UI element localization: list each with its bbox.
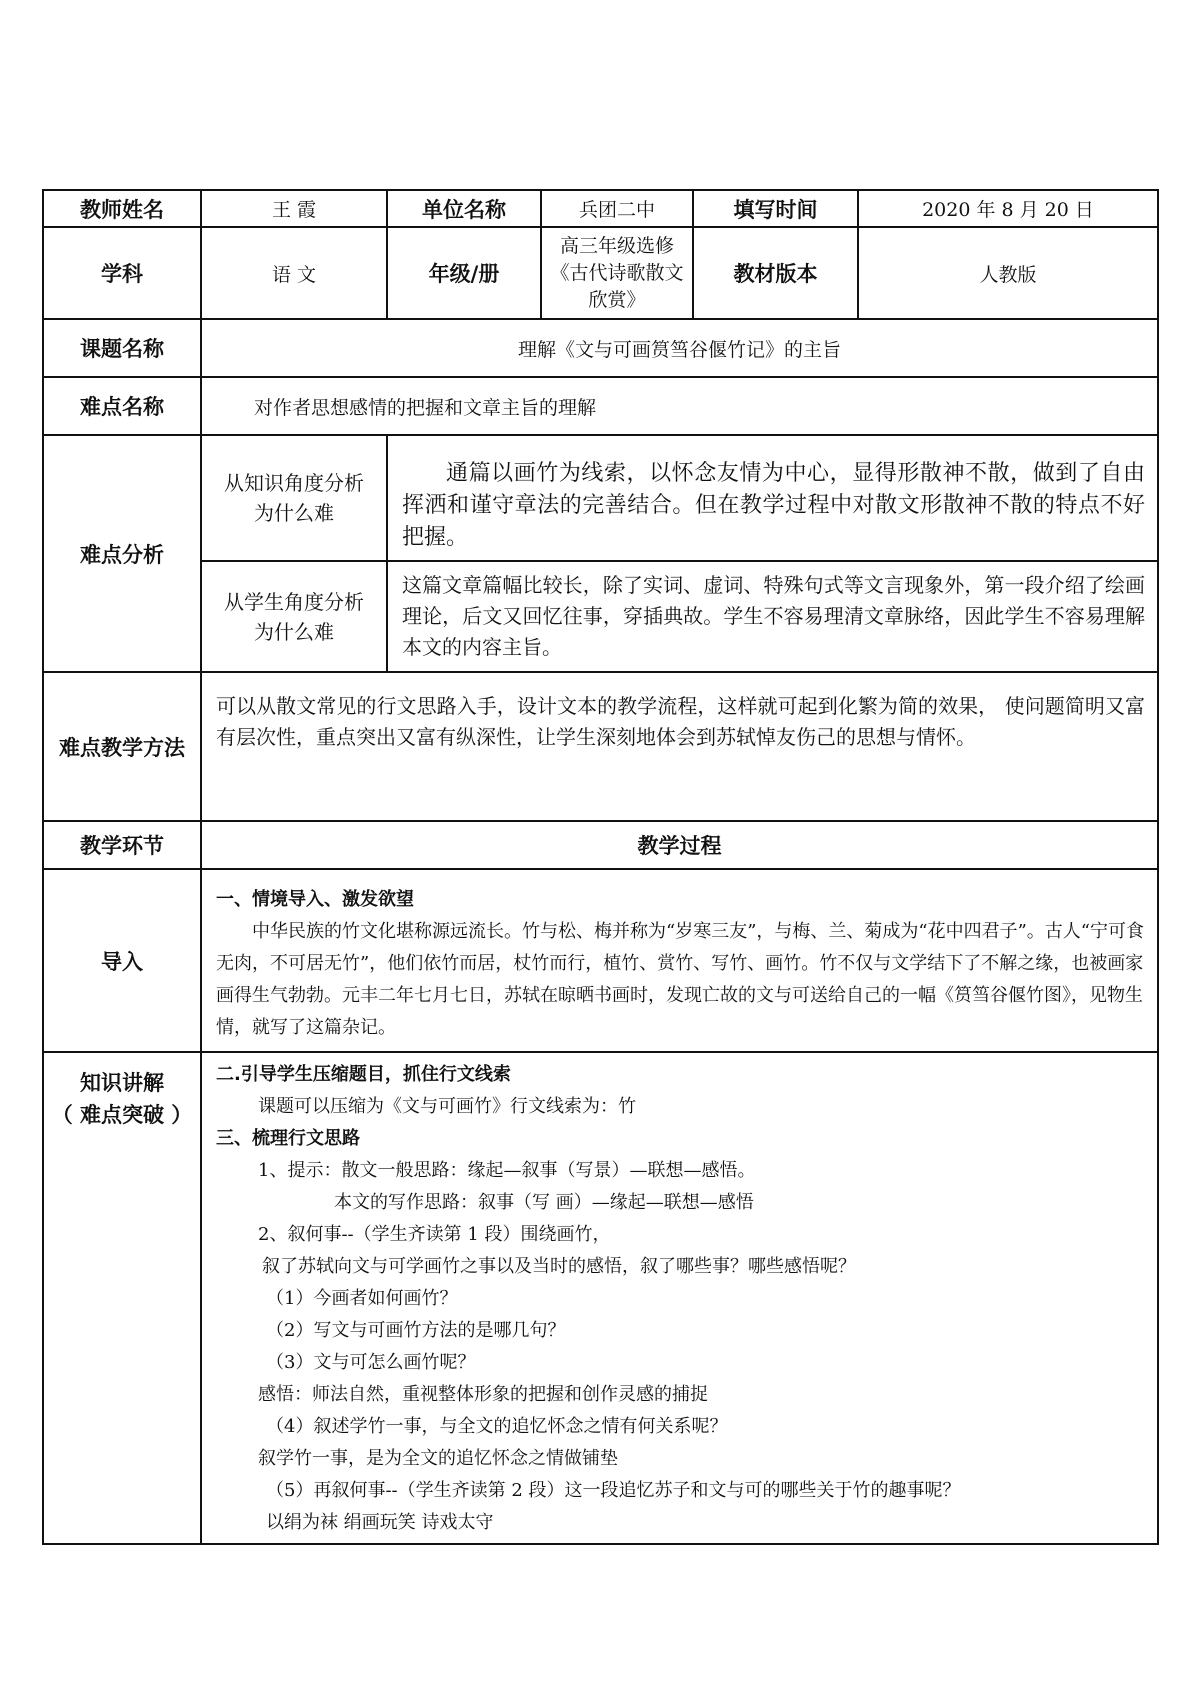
step-two-detail: 叙了苏轼向文与可学画竹之事以及当时的感悟，叙了哪些事？哪些感悟呢？ <box>262 1256 856 1277</box>
question-3: （3）文与可怎么画竹呢？ <box>266 1352 476 1373</box>
lesson-plan-table <box>42 189 1159 1545</box>
topic-label: 课题名称 <box>43 319 201 377</box>
method-row <box>43 672 1158 821</box>
question-5: （5）再叙何事--（学生齐读第 2 段）这一段追忆苏子和文与可的哪些关于竹的趣事呢？ <box>266 1480 961 1501</box>
question-4: （4）叙述学竹一事，与全文的追忆怀念之情有何关系呢？ <box>266 1416 728 1437</box>
analysis-knowledge-row <box>43 435 1158 561</box>
knowledge-row <box>43 1052 1158 1544</box>
student-angle-line: 从学生角度分析 <box>224 589 364 614</box>
knowledge-angle-label <box>201 435 387 561</box>
topic-row <box>43 319 1158 377</box>
header-row-2 <box>43 227 1158 319</box>
section-two-heading: 二.引导学生压缩题目，抓住行文线索 <box>216 1064 511 1085</box>
stage-header: 教学环节 <box>43 821 201 869</box>
student-angle-label <box>201 561 387 672</box>
analysis-student-row <box>43 561 1158 672</box>
date-value: 2020 年 8 月 20 日 <box>858 190 1158 227</box>
question-1: （1）今画者如何画竹？ <box>266 1288 458 1309</box>
grade-line: 欣赏》 <box>588 288 646 311</box>
method-text: 可以从散文常见的行文思路入手，设计文本的教学流程，这样就可起到化繁为简的效果， 使问题简明又富有层次性，重点突出又富有纵深性，让学生深刻地体会到苏轼悼友伤己的思想与情怀。 <box>201 672 1158 821</box>
teacher-label: 教师姓名 <box>43 190 201 227</box>
subject-label: 学科 <box>43 227 201 319</box>
knowledge-label-line1: 知识讲解 <box>80 1071 164 1095</box>
knowledge-label <box>43 1052 201 1544</box>
grade-value <box>541 227 693 319</box>
student-angle-line: 为什么难 <box>254 619 334 644</box>
student-analysis-text: 这篇文章篇幅比较长，除了实词、虚词、特殊句式等文言现象外，第一段介绍了绘画理论，后文又回忆往事，穿插典故。学生不容易理清文章脉络，因此学生不容易理解本文的内容主旨。 <box>387 561 1158 672</box>
knowledge-angle-line: 从知识角度分析 <box>224 471 364 495</box>
method-label: 难点教学方法 <box>43 672 201 821</box>
question-2: （2）写文与可画竹方法的是哪几句？ <box>266 1320 566 1341</box>
unit-label: 单位名称 <box>387 190 541 227</box>
step-two-line: 2、叙何事--（学生齐读第 1 段）围绕画竹， <box>258 1224 611 1245</box>
difficulty-row <box>43 377 1158 435</box>
analysis-label: 难点分析 <box>43 435 201 672</box>
topic-value: 理解《文与可画筼筜谷偃竹记》的主旨 <box>201 319 1158 377</box>
knowledge-content <box>201 1052 1158 1544</box>
answer-4: 叙学竹一事，是为全文的追忆怀念之情做铺垫 <box>258 1448 618 1469</box>
grade-line: 高三年级选修 <box>559 234 674 257</box>
edition-label: 教材版本 <box>693 227 858 319</box>
unit-name: 兵团二中 <box>541 190 693 227</box>
grade-line: 《古代诗歌散文 <box>550 261 684 284</box>
compress-line: 课题可以压缩为《文与可画竹》行文线索为：竹 <box>258 1096 636 1117</box>
knowledge-analysis-text: 通篇以画竹为线索，以怀念友情为中心，显得形散神不散，做到了自由挥洒和谨守章法的完善结合。但在教学过程中对散文形散神不散的特点不好把握。 <box>387 435 1158 561</box>
intro-text: 中华民族的竹文化堪称源远流长。竹与松、梅并称为“岁寒三友”，与梅、兰、菊成为“花中四君子”。古人“宁可食无肉，不可居无竹”，他们依竹而居，杖竹而行，植竹、赏竹、写竹、画竹。竹不仅与文学结下了不解之缘，也被画家画得生气勃勃。元丰二年七月七日，苏轼在晾晒书画时，发现亡故的文与可送给自己的一幅《筼筜谷偃竹图》，见物生情，就写了这篇杂记。 <box>216 921 1145 1038</box>
insight-line: 感悟：师法自然，重视整体形象的把握和创作灵感的捕捉 <box>258 1384 708 1405</box>
process-header-row <box>43 821 1158 869</box>
answer-5: 以绢为袜 绢画玩笑 诗戏太守 <box>266 1512 494 1533</box>
writing-line: 本文的写作思路：叙事（写 画）—缘起—联想—感悟 <box>334 1192 754 1213</box>
difficulty-value: 对作者思想感情的把握和文章主旨的理解 <box>201 377 1158 435</box>
knowledge-angle-line: 为什么难 <box>254 501 334 525</box>
grade-label: 年级/册 <box>387 227 541 319</box>
header-row-1 <box>43 190 1158 227</box>
hint-line: 1、提示：散文一般思路：缘起—叙事（写景）—联想—感悟。 <box>258 1160 756 1181</box>
date-label: 填写时间 <box>693 190 858 227</box>
difficulty-label: 难点名称 <box>43 377 201 435</box>
knowledge-label-line2: （ 难点突破 ） <box>51 1103 193 1127</box>
intro-content <box>201 869 1158 1052</box>
intro-heading: 一、情境导入、激发欲望 <box>216 889 414 910</box>
teacher-name: 王 霞 <box>201 190 387 227</box>
intro-label: 导入 <box>43 869 201 1052</box>
subject-value: 语 文 <box>201 227 387 319</box>
intro-row <box>43 869 1158 1052</box>
section-three-heading: 三、梳理行文思路 <box>216 1128 360 1149</box>
edition-value: 人教版 <box>858 227 1158 319</box>
process-header: 教学过程 <box>201 821 1158 869</box>
